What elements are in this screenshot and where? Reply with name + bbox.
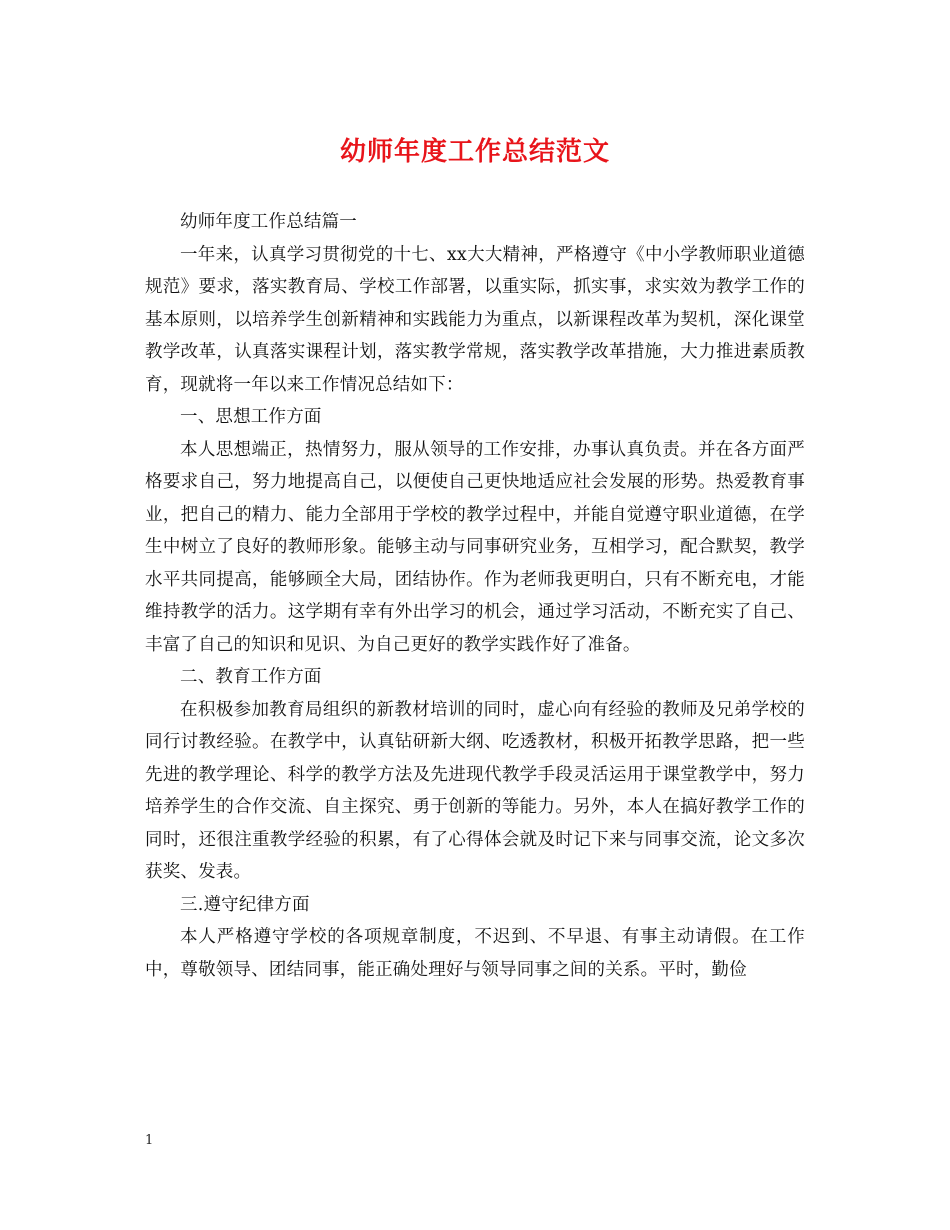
discipline-paragraph: 本人严格遵守学校的各项规章制度，不迟到、不早退、有事主动请假。在工作中，尊敬领导、团结同事，能正确处理好与领导同事之间的关系。平时，勤俭 [145, 927, 805, 980]
section-heading-education: 二、教育工作方面 [180, 667, 322, 687]
thought-paragraph: 本人思想端正，热情努力，服从领导的工作安排，办事认真负责。并在各方面严格要求自己，努力地提高自己，以便使自己更快地适应社会发展的形势。热爱教育事业，把自己的精力、能力全部用于学校的教学过程中，并能自觉遵守职业道德，在学生中树立了良好的教师形象。能够主动与同事研究业务，互相学习，配合默契，教学水平共同提高，能够顾全大局，团结协作。作为老师我更明白，只有不断充电，才能维持教学的活力。这学期有幸有外出学习的机会，通过学习活动，不断充实了自己、丰富了自己的知识和见识、为自己更好的教学实践作好了准备。 [145, 439, 805, 655]
intro-paragraph: 一年来，认真学习贯彻党的十七、xx大大精神，严格遵守《中小学教师职业道德规范》要求，落实教育局、学校工作部署，以重实际，抓实事，求实效为教学工作的基本原则，以培养学生创新精神和实践能力为重点，以新课程改革为契机，深化课堂教学改革，认真落实课程计划，落实教学常规，落实教学改革措施，大力推进素质教育，现就将一年以来工作情况总结如下： [145, 244, 805, 395]
page-number: 1 [145, 1133, 154, 1148]
education-paragraph: 在积极参加教育局组织的新教材培训的同时，虚心向有经验的教师及兄弟学校的同行讨教经验。在教学中，认真钻研新大纲、吃透教材，积极开拓教学思路，把一些先进的教学理论、科学的教学方法及先进现代教学手段灵活运用于课堂教学中，努力培养学生的合作交流、自主探究、勇于创新的等能力。另外，本人在搞好教学工作的同时，还很注重教学经验的积累，有了心得体会就及时记下来与同事交流，论文多次获奖、发表。 [145, 699, 805, 882]
section-heading-discipline: 三.遵守纪律方面 [180, 894, 310, 915]
heading-part-one: 幼师年度工作总结篇一 [180, 212, 357, 232]
section-heading-thought: 一、思想工作方面 [180, 407, 322, 427]
document-body [145, 206, 805, 986]
document-title: 幼师年度工作总结范文 [339, 137, 610, 167]
